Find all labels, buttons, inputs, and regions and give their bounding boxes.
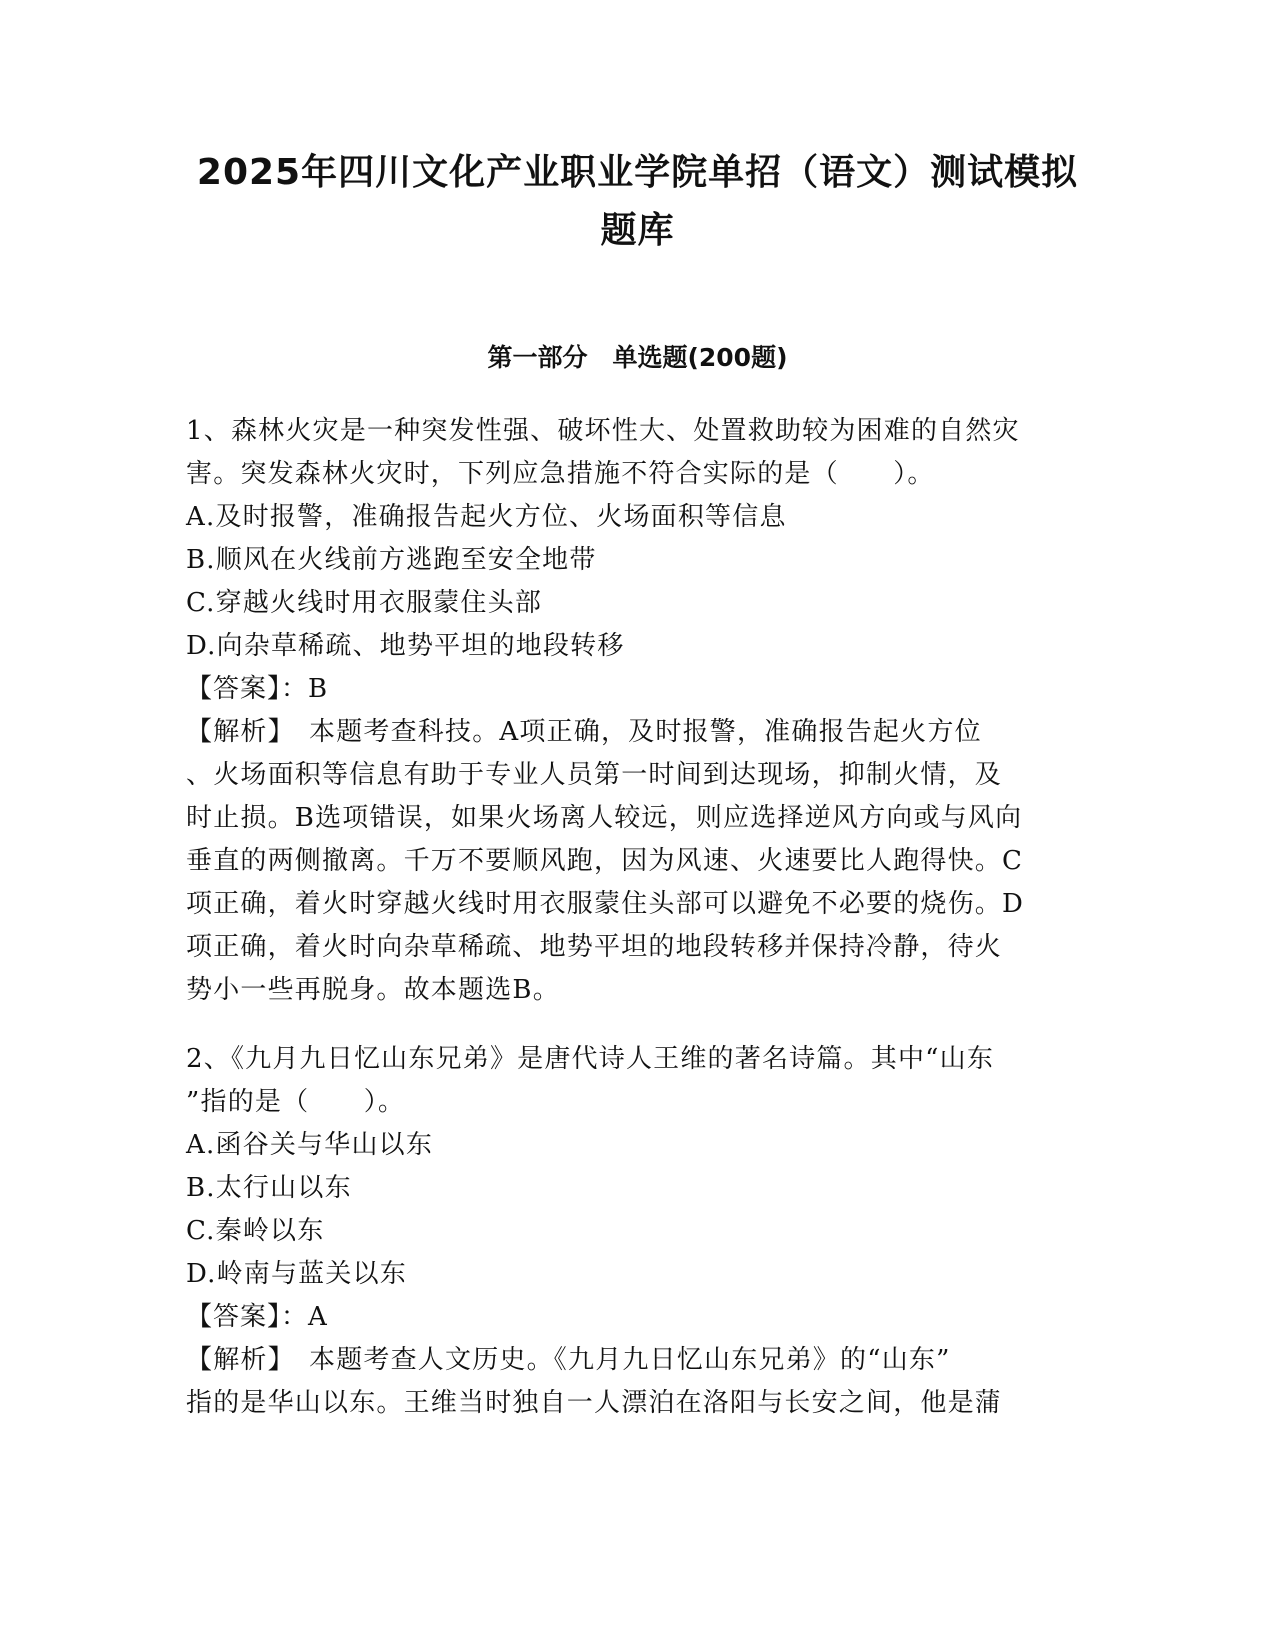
answer-line: 【答案】：B [186, 674, 329, 704]
analysis-line: 、火场面积等信息有助于专业人员第一时间到达现场，抑制火情，及 [186, 760, 1003, 790]
document-title-line-2: 题库 [600, 210, 675, 251]
option-d: D.岭南与蓝关以东 [186, 1259, 407, 1289]
option-b: B.太行山以东 [186, 1173, 352, 1203]
analysis-line: 时止损。B选项错误，如果火场离人较远，则应选择逆风方向或与风向 [186, 803, 1023, 833]
question-2 [186, 1038, 1071, 1425]
option-c: C.秦岭以东 [186, 1216, 325, 1246]
analysis-line: 【解析】 本题考查人文历史。《九月九日忆山东兄弟》的“山东” [186, 1345, 951, 1375]
analysis-line: 垂直的两侧撤离。千万不要顺风跑，因为风速、火速要比人跑得快。C [186, 846, 1024, 876]
option-d: D.向杂草稀疏、地势平坦的地段转移 [186, 631, 625, 661]
question-stem-line: 害。突发森林火灾时，下列应急措施不符合实际的是（ ）。 [186, 459, 935, 489]
question-stem-line: 2、《九月九日忆山东兄弟》是唐代诗人王维的著名诗篇。其中“山东 [186, 1044, 995, 1074]
option-c: C.穿越火线时用衣服蒙住头部 [186, 588, 543, 618]
question-1 [186, 410, 1071, 1012]
analysis-line: 【解析】 本题考查科技。A项正确，及时报警，准确报告起火方位 [186, 717, 982, 747]
analysis-line: 项正确，着火时穿越火线时用衣服蒙住头部可以避免不必要的烧伤。D [186, 889, 1025, 919]
option-b: B.顺风在火线前方逃跑至安全地带 [186, 545, 597, 575]
option-a: A.及时报警，准确报告起火方位、火场面积等信息 [186, 502, 787, 532]
question-stem-line: 1、森林火灾是一种突发性强、破坏性大、处置救助较为困难的自然灾 [186, 416, 1020, 446]
document-title [150, 144, 1125, 260]
analysis-line: 项正确，着火时向杂草稀疏、地势平坦的地段转移并保持冷静，待火 [186, 932, 1003, 962]
analysis-line: 势小一些再脱身。故本题选B。 [186, 975, 560, 1005]
option-a: A.函谷关与华山以东 [186, 1130, 434, 1160]
answer-line: 【答案】：A [186, 1302, 328, 1332]
document-title-line-1: 2025年四川文化产业职业学院单招（语文）测试模拟 [196, 152, 1079, 193]
section-heading: 第一部分 单选题(200题) [487, 343, 788, 372]
analysis-line: 指的是华山以东。王维当时独自一人漂泊在洛阳与长安之间，他是蒲 [186, 1388, 1003, 1418]
question-stem-line: ”指的是（ ）。 [186, 1087, 406, 1117]
